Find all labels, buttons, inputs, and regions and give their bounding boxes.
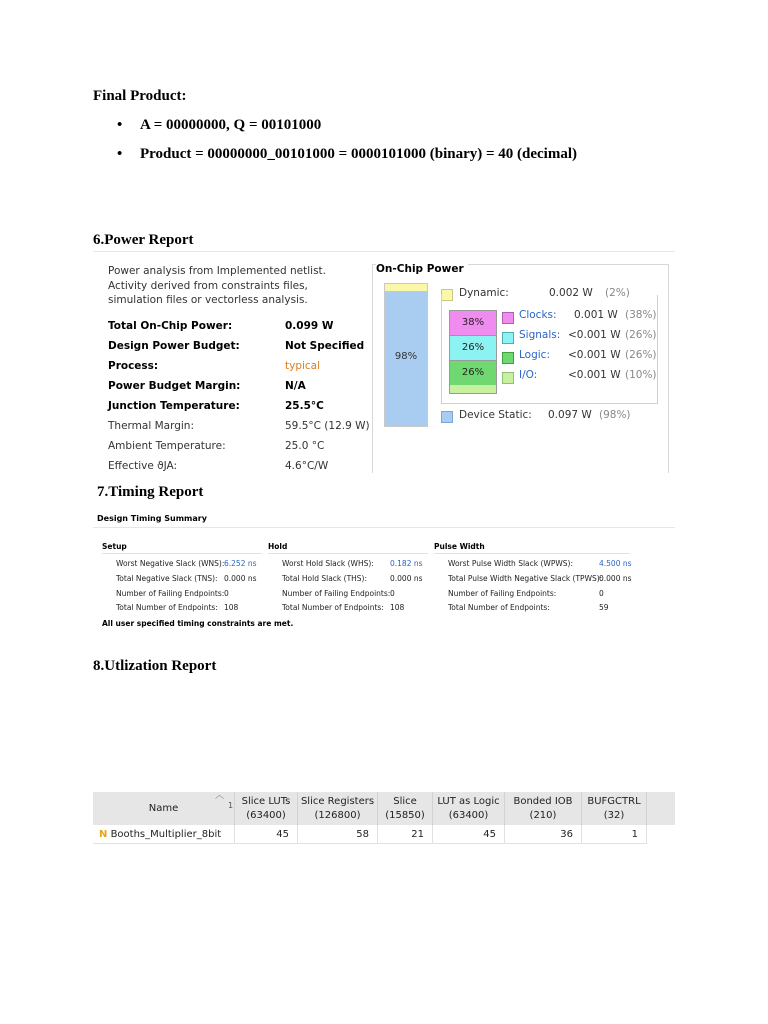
header-filler bbox=[647, 792, 675, 825]
power-row-label: Design Power Budget: bbox=[108, 340, 240, 352]
slice-cell: 21 bbox=[378, 825, 433, 844]
power-row-label: Thermal Margin: bbox=[108, 420, 194, 432]
whs-link[interactable]: 0.182 ns bbox=[390, 559, 423, 568]
timing-label: Worst Negative Slack (WNS): bbox=[116, 559, 225, 568]
logic-value: <0.001 W bbox=[568, 349, 621, 361]
slice-registers-header[interactable] bbox=[298, 792, 378, 825]
timing-label: Total Negative Slack (TNS): bbox=[116, 574, 218, 583]
power-report-heading: 6.Power Report bbox=[93, 232, 194, 248]
power-row-label: Junction Temperature: bbox=[108, 400, 240, 412]
power-row-label: Total On-Chip Power: bbox=[108, 320, 233, 332]
lut-as-logic-cell: 45 bbox=[433, 825, 505, 844]
timing-label: Number of Failing Endpoints: bbox=[282, 589, 391, 598]
final-product-line-2 bbox=[117, 146, 577, 163]
header-name: Bonded IOB bbox=[513, 796, 573, 807]
lut-as-logic-header[interactable] bbox=[433, 792, 505, 825]
bullet: • bbox=[117, 146, 123, 162]
bufgctrl-header[interactable] bbox=[582, 792, 647, 825]
clocks-bar: 38% bbox=[449, 310, 497, 336]
timing-label: Total Hold Slack (THS): bbox=[282, 574, 368, 583]
io-percent: (10%) bbox=[625, 369, 657, 381]
total-power-bar bbox=[384, 283, 428, 427]
power-row-value: 25.0 °C bbox=[285, 440, 325, 452]
power-description: Power analysis from Implemented netlist. Activity derived from constraints files, simulation files or vectorless analysis. bbox=[108, 265, 326, 306]
timing-met-message: All user specified timing constraints are met. bbox=[102, 619, 294, 628]
header-capacity: (210) bbox=[529, 810, 557, 821]
hold-column-title: Hold bbox=[268, 542, 288, 551]
power-row-value: Not Specified bbox=[285, 340, 365, 352]
static-name: Device Static: bbox=[459, 409, 532, 421]
timing-label: Worst Pulse Width Slack (WPWS): bbox=[448, 559, 573, 568]
io-legend-swatch bbox=[502, 372, 514, 384]
bonded-iob-cell: 36 bbox=[505, 825, 582, 844]
dynamic-bar-segment bbox=[385, 284, 427, 292]
clocks-legend-swatch bbox=[502, 312, 514, 324]
logic-percent: (26%) bbox=[625, 349, 657, 361]
timing-value: 0 bbox=[390, 589, 395, 598]
power-row-value: 0.099 W bbox=[285, 320, 334, 332]
timing-value: 0.000 ns bbox=[599, 574, 632, 583]
row-name: Booths_Multiplier_8bit bbox=[110, 829, 222, 840]
io-bar bbox=[449, 385, 497, 394]
timing-label: Total Number of Endpoints: bbox=[448, 603, 550, 612]
timing-label: Number of Failing Endpoints: bbox=[116, 589, 225, 598]
timing-label: Total Pulse Width Negative Slack (TPWS): bbox=[448, 574, 603, 583]
dynamic-breakdown-group bbox=[441, 295, 658, 404]
slice-header[interactable] bbox=[378, 792, 433, 825]
clocks-link[interactable]: Clocks: bbox=[519, 309, 557, 321]
static-value: 0.097 W bbox=[548, 409, 592, 421]
io-link[interactable]: I/O: bbox=[519, 369, 538, 381]
signals-bar: 26% bbox=[449, 335, 497, 361]
header-capacity: (15850) bbox=[385, 810, 425, 821]
header-capacity: (126800) bbox=[314, 810, 361, 821]
sort-ascending-icon: ︿ bbox=[215, 791, 225, 801]
wpws-link[interactable]: 4.500 ns bbox=[599, 559, 632, 568]
slice-luts-header[interactable] bbox=[235, 792, 298, 825]
signals-percent: (26%) bbox=[625, 329, 657, 341]
divider bbox=[268, 553, 428, 554]
table-row[interactable] bbox=[93, 825, 235, 844]
timing-value: 108 bbox=[390, 603, 405, 612]
divider bbox=[93, 527, 675, 528]
timing-label: Total Number of Endpoints: bbox=[116, 603, 218, 612]
logic-legend-swatch bbox=[502, 352, 514, 364]
process-link[interactable]: typical bbox=[285, 360, 321, 372]
utilization-report-heading: 8.Utlization Report bbox=[93, 658, 217, 674]
static-legend-swatch bbox=[441, 411, 453, 423]
final-product-ab: A = 00000000, Q = 00101000 bbox=[140, 117, 322, 133]
power-summary-panel bbox=[93, 258, 675, 471]
timing-value: 0 bbox=[599, 589, 604, 598]
header-name: Slice Registers bbox=[300, 796, 375, 807]
on-chip-power-panel bbox=[372, 264, 669, 473]
divider bbox=[434, 553, 630, 554]
slice-luts-cell: 45 bbox=[235, 825, 298, 844]
setup-column-title: Setup bbox=[102, 542, 127, 551]
header-name: Slice LUTs bbox=[241, 796, 291, 807]
clocks-value: 0.001 W bbox=[574, 309, 618, 321]
power-row-value: 25.5°C bbox=[285, 400, 324, 412]
power-row-value: N/A bbox=[285, 380, 306, 392]
divider bbox=[102, 553, 262, 554]
pulse-width-column-title: Pulse Width bbox=[434, 542, 485, 551]
bullet: • bbox=[117, 117, 123, 133]
timing-summary-table bbox=[102, 542, 642, 617]
timing-value: 0.000 ns bbox=[224, 574, 257, 583]
logic-link[interactable]: Logic: bbox=[519, 349, 550, 361]
divider bbox=[93, 251, 675, 252]
utilization-table bbox=[93, 792, 675, 844]
bonded-iob-header[interactable] bbox=[505, 792, 582, 825]
dynamic-value: 0.002 W bbox=[549, 287, 593, 299]
final-product-title: Final Product: bbox=[93, 88, 187, 104]
clocks-percent: (38%) bbox=[625, 309, 657, 321]
logic-bar: 26% bbox=[449, 360, 497, 386]
timing-value: 108 bbox=[224, 603, 239, 612]
name-column-header[interactable] bbox=[93, 792, 235, 825]
timing-value: 0 bbox=[224, 589, 229, 598]
signals-value: <0.001 W bbox=[568, 329, 621, 341]
header-name: BUFGCTRL bbox=[587, 796, 641, 807]
sort-order-index: 1 bbox=[228, 801, 234, 810]
power-row-label: Effective ϑJA: bbox=[108, 460, 178, 472]
power-row-value: 4.6°C/W bbox=[285, 460, 329, 472]
dynamic-name: Dynamic: bbox=[459, 287, 509, 299]
slice-registers-cell: 58 bbox=[298, 825, 378, 844]
signals-link[interactable]: Signals: bbox=[519, 329, 561, 341]
static-percent-label: 98% bbox=[394, 351, 418, 362]
header-name: Slice bbox=[393, 796, 417, 807]
dynamic-percent: (2%) bbox=[605, 287, 630, 299]
static-percent: (98%) bbox=[599, 409, 631, 421]
header-capacity: (63400) bbox=[448, 810, 489, 821]
timing-report-heading: 7.Timing Report bbox=[97, 484, 204, 500]
signals-legend-swatch bbox=[502, 332, 514, 344]
io-value: <0.001 W bbox=[568, 369, 621, 381]
power-row-value: 59.5°C (12.9 W) bbox=[285, 420, 370, 432]
name-header-label: Name bbox=[148, 803, 179, 814]
timing-label: Worst Hold Slack (WHS): bbox=[282, 559, 374, 568]
wns-link[interactable]: 6.252 ns bbox=[224, 559, 257, 568]
header-capacity: (32) bbox=[603, 810, 625, 821]
timing-label: Number of Failing Endpoints: bbox=[448, 589, 557, 598]
final-product-line-1 bbox=[117, 117, 321, 134]
on-chip-power-title: On-Chip Power bbox=[376, 263, 468, 275]
timing-value: 0.000 ns bbox=[390, 574, 423, 583]
timing-summary-title: Design Timing Summary bbox=[97, 514, 207, 523]
power-row-label: Process: bbox=[108, 360, 159, 372]
header-capacity: (63400) bbox=[246, 810, 286, 821]
netlist-icon: N bbox=[99, 829, 108, 840]
bufgctrl-cell: 1 bbox=[582, 825, 647, 844]
power-row-label: Power Budget Margin: bbox=[108, 380, 241, 392]
power-row-label: Ambient Temperature: bbox=[108, 440, 226, 452]
timing-label: Total Number of Endpoints: bbox=[282, 603, 384, 612]
timing-value: 59 bbox=[599, 603, 609, 612]
final-product-result: Product = 00000000_00101000 = 0000101000 (binary) = 40 (decimal) bbox=[140, 146, 578, 162]
header-name: LUT as Logic bbox=[437, 796, 500, 807]
